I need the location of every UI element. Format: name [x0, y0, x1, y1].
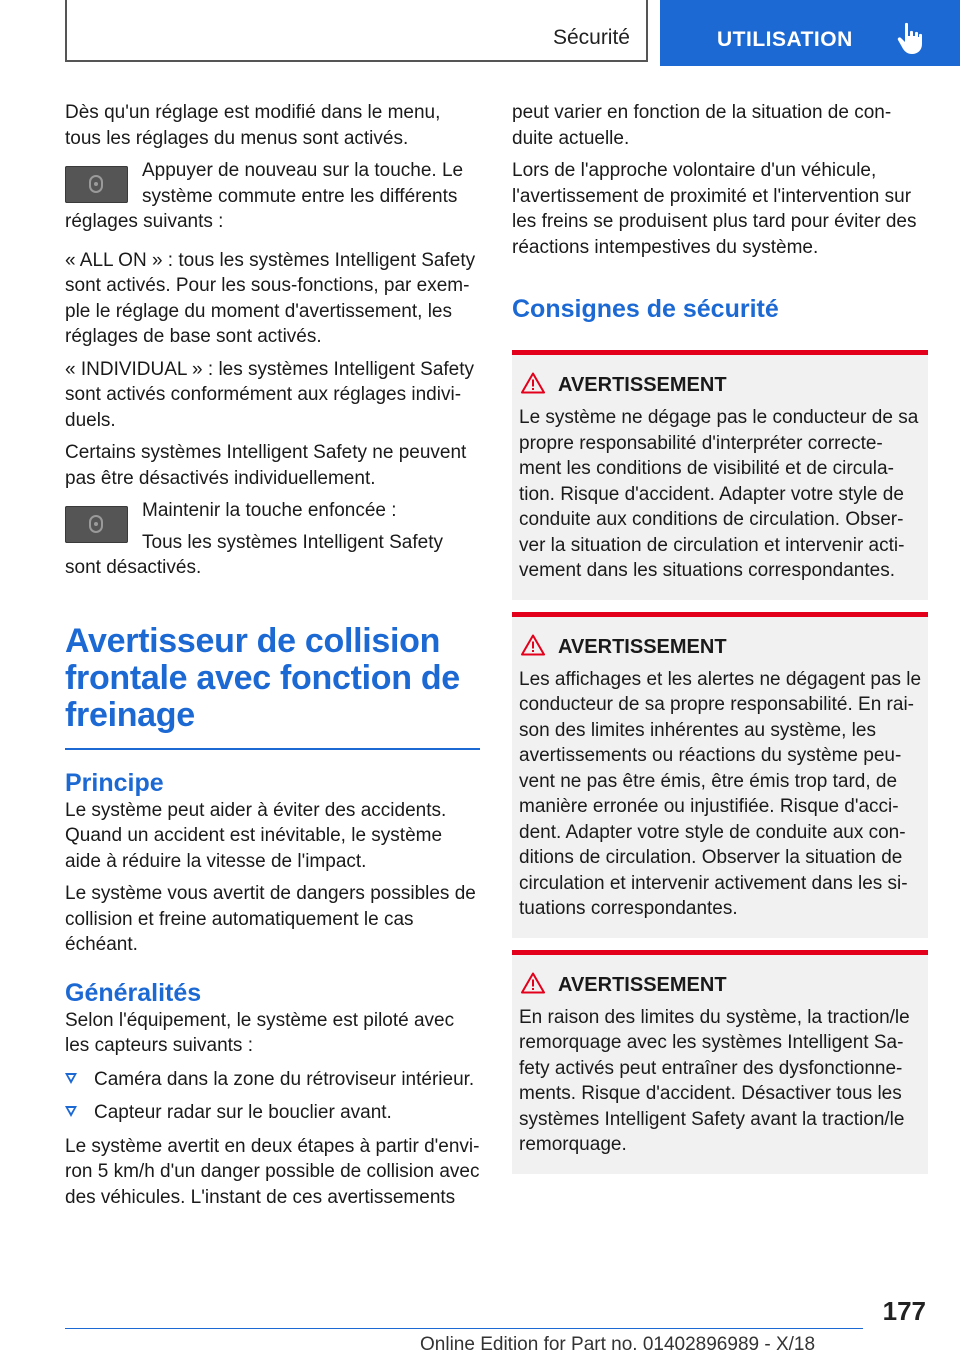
all-on-paragraph: « ALL ON » : tous les systèmes Intelligent Safety sont activés. Pour les sous-fonctions, par exem-ple le réglage du moment d'avertissement, les réglages de base sont activés. — [65, 249, 476, 347]
individual-paragraph: « INDIVIDUAL » : les systèmes Intelligent Safety sont activés conformément aux réglages indivi-duels. — [65, 358, 475, 431]
safety-heading: Consignes de sécurité — [512, 295, 779, 323]
warning-title — [519, 373, 922, 397]
warning-box — [512, 350, 928, 600]
warning-box — [512, 612, 928, 938]
section-title: Sécurité — [552, 26, 630, 49]
warning-title-text: AVERTISSEMENT — [558, 635, 727, 658]
chapter-tab-label: UTILISATION — [717, 28, 853, 51]
heading-rule — [65, 748, 480, 750]
principe-paragraph-2: Le système vous avertit de dangers possibles de collision et freine automatiquement le cas échéant. — [65, 883, 476, 955]
sensor-radar: Capteur radar sur le bouclier avant. — [94, 1102, 392, 1123]
warning-title — [519, 635, 922, 659]
list-item — [65, 1067, 480, 1093]
generalites-paragraph-1: Selon l'équipement, le système est piloté avec les capteurs suivants : — [65, 1009, 455, 1056]
button-instruction-1 — [65, 158, 480, 241]
warning-title-text: AVERTISSEMENT — [558, 374, 727, 396]
generalites-paragraph-2: Le système avertit en deux étapes à partir d'envi-ron 5 km/h d'un danger possible de collision avec des véhicules. L'instant de ces avertissements — [65, 1135, 480, 1208]
warning-box — [512, 950, 928, 1174]
section-header-box — [65, 0, 648, 62]
hand-pointer-icon — [897, 22, 925, 56]
principe-paragraph-1: Le système peut aider à éviter des accidents. Quand un accident est inévitable, le système aide à réduire la vitesse de l'impact. — [65, 799, 447, 872]
generalites-heading: Généralités — [65, 978, 202, 1007]
continued-paragraph: peut varier en fonction de la situation de con-duite actuelle. — [512, 102, 892, 149]
triangle-bullet-icon — [65, 1073, 77, 1084]
warning-title — [519, 973, 922, 997]
warning-body: Le système ne dégage pas le conducteur de sa propre responsabilité d'interpréter correcte-ment les conditions de visibilité et de circula-tion. Risque d'accident. Adapter votre style de conduite aux conditions de circulation. Obser-ver la situation de circulation et intervenir acti-vement dans les situations correspondantes. — [519, 407, 919, 581]
chapter-heading: Avertisseur de collision frontale avec fonction de freinage — [65, 621, 460, 734]
footer-edition: Online Edition for Part no. 01402896989 - X/18 — [420, 1334, 816, 1355]
principe-heading: Principe — [65, 768, 164, 797]
sensor-camera: Caméra dans la zone du rétroviseur intérieur. — [94, 1068, 475, 1090]
page-header — [0, 0, 960, 66]
list-item — [65, 1100, 480, 1126]
approach-paragraph: Lors de l'approche volontaire d'un véhicule, l'avertissement de proximité et l'intervention sur les freins se produisent plus tard pour éviter des réactions intempestives du système. — [512, 160, 917, 258]
note-paragraph: Certains systèmes Intelligent Safety ne peuvent pas être désactivés individuellement. — [65, 442, 467, 489]
warning-triangle-icon — [521, 372, 545, 394]
warning-triangle-icon — [521, 634, 545, 656]
left-column — [65, 100, 480, 1217]
button-instruction-text: Appuyer de nouveau sur la touche. Le système commute entre les différents réglages suivants : — [65, 160, 464, 232]
warning-body: Les affichages et les alertes ne dégagent pas le conducteur de sa propre responsabilité. En rai-son des limites inhérentes au système, les avertissements ou réactions du système peu-vent ne pas être émis, être émis trop tard, de manière erronée ou injustifiée. Risque d'acci-dent. Adapter votre style de conduite aux con-ditions de circulation. Observer la situation de circulation et intervenir activement dans les si-tuations correspondantes. — [519, 668, 922, 919]
warning-triangle-icon — [521, 972, 545, 994]
warning-title-text: AVERTISSEMENT — [558, 973, 727, 996]
triangle-bullet-icon — [65, 1106, 77, 1117]
safety-button-icon — [65, 166, 128, 203]
button-instruction-2 — [65, 498, 480, 587]
hold-button-result: Tous les systèmes Intelligent Safety sont désactivés. — [65, 531, 443, 578]
intro-paragraph: Dès qu'un réglage est modifié dans le menu, tous les réglages du menus sont activés. — [65, 102, 441, 149]
warning-body: En raison des limites du système, la traction/le remorquage avec les systèmes Intelligent Sa-fety activés peut entraîner des dysfonctionne-ments. Risque d'accident. Désactiver tous les systèmes Intelligent Safety avant la traction/le remorquage. — [519, 1006, 910, 1155]
page-number: 177 — [882, 1296, 926, 1326]
hold-button-text: Maintenir la touche enfoncée : — [142, 500, 397, 521]
chapter-tab[interactable] — [660, 0, 960, 66]
footer-rule — [65, 1328, 863, 1329]
safety-button-icon — [65, 506, 128, 543]
right-column — [512, 100, 928, 1186]
